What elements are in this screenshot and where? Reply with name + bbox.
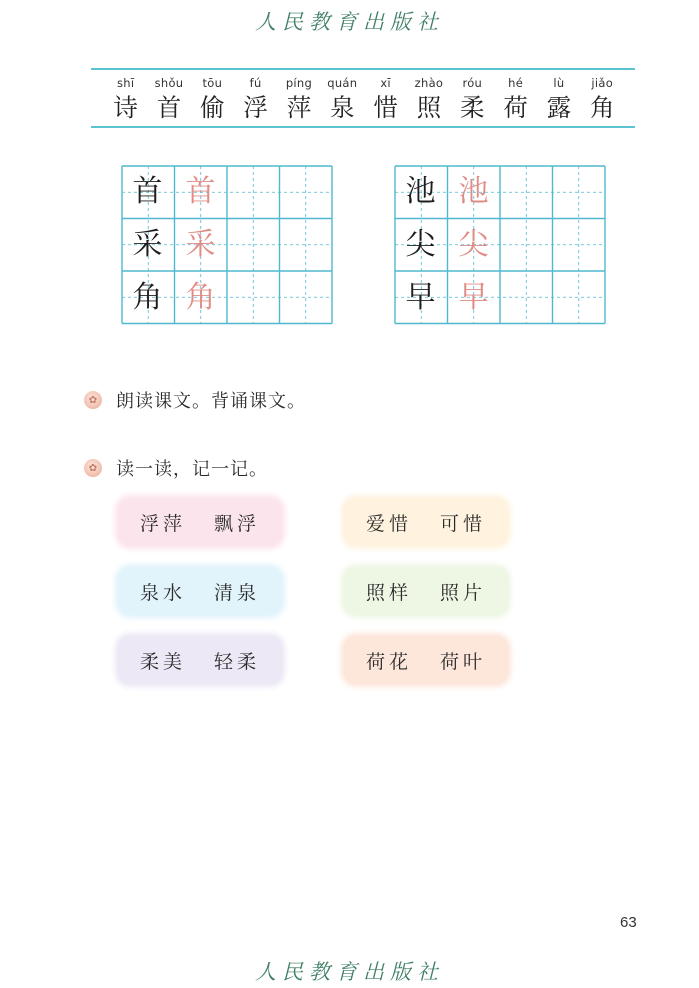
pinyin: shǒu: [154, 76, 184, 90]
hanzi: 照: [416, 93, 442, 122]
word: 照样: [365, 581, 412, 604]
word: 荷花: [365, 650, 412, 673]
pinyin: lù: [553, 76, 565, 90]
word: 飘浮: [214, 512, 261, 535]
task-text: 读一读，记一记。: [116, 459, 268, 480]
word: 荷叶: [440, 650, 487, 673]
flower-bullet-icon: ✿: [84, 391, 102, 409]
char-item: [234, 76, 277, 124]
grid-trace-char: 池: [458, 174, 489, 209]
char-item: [364, 76, 407, 124]
grid-model-char: 首: [132, 174, 163, 209]
hanzi: 萍: [286, 93, 312, 122]
pinyin: hé: [508, 76, 524, 90]
word-card: [118, 567, 282, 615]
char-item: [407, 76, 450, 124]
pinyin: róu: [462, 76, 483, 90]
word-card: [118, 498, 282, 546]
word: 清泉: [214, 581, 261, 604]
char-item: [581, 76, 624, 124]
word: 柔美: [139, 650, 186, 673]
grid-model-char: 池: [405, 174, 436, 209]
task-text: 朗读课文。背诵课文。: [116, 391, 306, 412]
grid-model-char: 尖: [405, 227, 436, 262]
hanzi: 诗: [113, 93, 138, 122]
word: 爱惜: [365, 512, 412, 535]
publisher-footer: 人民教育出版社: [255, 960, 444, 984]
word-card: [118, 636, 282, 684]
grid-trace-char: 首: [185, 174, 216, 209]
new-characters-row: [104, 76, 624, 124]
char-item: [104, 76, 147, 124]
grid-trace-char: 早: [458, 280, 489, 315]
pinyin: xī: [380, 76, 391, 90]
pinyin: píng: [285, 76, 313, 90]
grid-trace-char: 尖: [458, 227, 489, 262]
word: 照片: [440, 581, 487, 604]
char-item: [537, 76, 580, 124]
pinyin: zhào: [414, 76, 444, 90]
pinyin: tōu: [202, 76, 223, 90]
hanzi: 浮: [243, 93, 268, 122]
char-item: [451, 76, 494, 124]
word-card: [344, 567, 508, 615]
flower-bullet-icon: ✿: [84, 459, 102, 477]
hanzi: 惜: [373, 93, 398, 122]
grid-trace-char: 角: [185, 280, 216, 315]
char-item: [191, 76, 234, 124]
hanzi: 荷: [503, 93, 528, 122]
char-row-bottom-line: [91, 126, 635, 128]
char-item: [494, 76, 537, 124]
grid-model-char: 采: [132, 227, 163, 262]
word: 轻柔: [214, 650, 261, 673]
word-card: [344, 498, 508, 546]
page-number: 63: [620, 914, 637, 931]
grid-model-char: 早: [405, 280, 436, 315]
char-item: [277, 76, 320, 124]
word: 浮萍: [139, 512, 186, 535]
publisher-header: 人民教育出版社: [255, 10, 444, 34]
word: 可惜: [440, 512, 487, 535]
task-read-remember: [84, 455, 268, 481]
char-item: [147, 76, 190, 124]
hanzi: 柔: [460, 93, 485, 122]
pinyin: quán: [327, 76, 358, 90]
hanzi: 泉: [330, 93, 355, 122]
writing-grid-left: [121, 165, 331, 324]
grid-trace-char: 采: [185, 227, 216, 262]
pinyin: jiǎo: [591, 76, 614, 90]
pinyin: fú: [249, 76, 262, 90]
pinyin: shī: [116, 76, 135, 90]
writing-grid-right: [394, 165, 604, 324]
char-item: [321, 76, 364, 124]
task-read-recite: [84, 387, 306, 413]
grid-model-char: 角: [132, 280, 163, 315]
word: 泉水: [139, 581, 186, 604]
hanzi: 角: [590, 93, 615, 122]
word-card: [344, 636, 508, 684]
hanzi: 偷: [200, 93, 225, 122]
hanzi: 首: [156, 93, 182, 122]
hanzi: 露: [546, 93, 572, 122]
char-row-top-line: [91, 68, 635, 70]
